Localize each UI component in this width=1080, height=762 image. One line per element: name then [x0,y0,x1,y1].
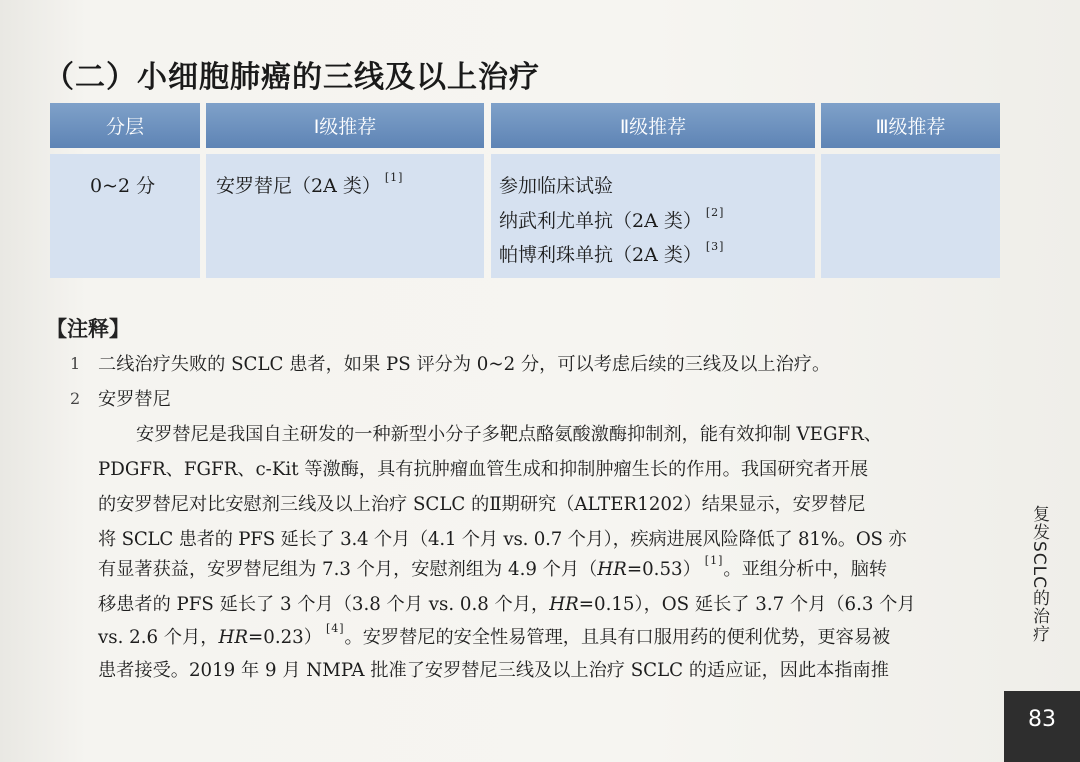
recommendation-table [50,103,1000,278]
paragraph-line: PDGFR、FGFR、c-Kit 等激酶，具有抗肿瘤血管生成和抑制肿瘤生长的作用。我国研究者开展 [98,459,869,480]
header-tier: 分层 [50,103,200,148]
paragraph-line: 患者接受。2019 年 9 月 NMPA 批准了安罗替尼三线及以上治疗 SCLC 的适应证，因此本指南推 [98,660,889,681]
note-2-title: 安罗替尼 [98,389,171,410]
cell-level-3 [821,154,1000,278]
note-1-text: 二线治疗失败的 SCLC 患者，如果 PS 评分为 0~2 分，可以考虑后续的三线及以上治疗。 [98,354,831,375]
chapter-side-label: 复发SCLC的治疗 [1029,505,1049,644]
paragraph-line: vs. 2.6 个月，HR=0.23） [4]。安罗替尼的安全性易管理，且具有口服用药的便利优势，更容易被 [98,621,891,648]
tier-value: 0~2 分 [90,175,156,197]
header-level-3: Ⅲ级推荐 [821,103,1000,148]
note-number: 2 [70,389,81,408]
level-2-item: 纳武利尤单抗（2A 类） [2] [499,205,725,232]
section-heading: （二）小细胞肺癌的三线及以上治疗 [44,60,540,95]
paragraph-line: 的安罗替尼对比安慰剂三线及以上治疗 SCLC 的Ⅱ期研究（ALTER1202）结果显示，安罗替尼 [98,494,866,515]
header-level-1: Ⅰ级推荐 [206,103,484,148]
paragraph-line: 有显著获益，安罗替尼组为 7.3 个月，安慰剂组为 4.9 个月（HR=0.53） [1]。亚组分析中，脑转 [98,553,888,580]
citation-ref: [3] [705,239,725,253]
notes-title: 【注释】 [46,317,130,341]
header-level-2: Ⅱ级推荐 [491,103,815,148]
cell-level-1 [206,154,484,278]
page-number: 83 [1004,691,1080,762]
note-number: 1 [70,354,81,373]
level-2-item: 参加临床试验 [499,175,614,197]
cell-level-2 [491,154,815,278]
citation-ref: [1] [704,553,724,567]
cell-tier [50,154,200,278]
citation-ref: [1] [384,170,404,184]
level-1-item: 安罗替尼（2A 类） [1] [216,170,404,197]
paragraph-line: 移患者的 PFS 延长了 3 个月（3.8 个月 vs. 0.8 个月，HR=0.15），OS 延长了 3.7 个月（6.3 个月 [98,594,916,615]
paragraph-line: 安罗替尼是我国自主研发的一种新型小分子多靶点酪氨酸激酶抑制剂，能有效抑制 VEGFR、 [136,424,882,445]
citation-ref: [2] [705,205,725,219]
citation-ref: [4] [325,621,345,635]
paragraph-line: 将 SCLC 患者的 PFS 延长了 3.4 个月（4.1 个月 vs. 0.7 个月），疾病进展风险降低了 81%。OS 亦 [98,529,907,550]
level-2-item: 帕博利珠单抗（2A 类） [3] [499,239,725,266]
